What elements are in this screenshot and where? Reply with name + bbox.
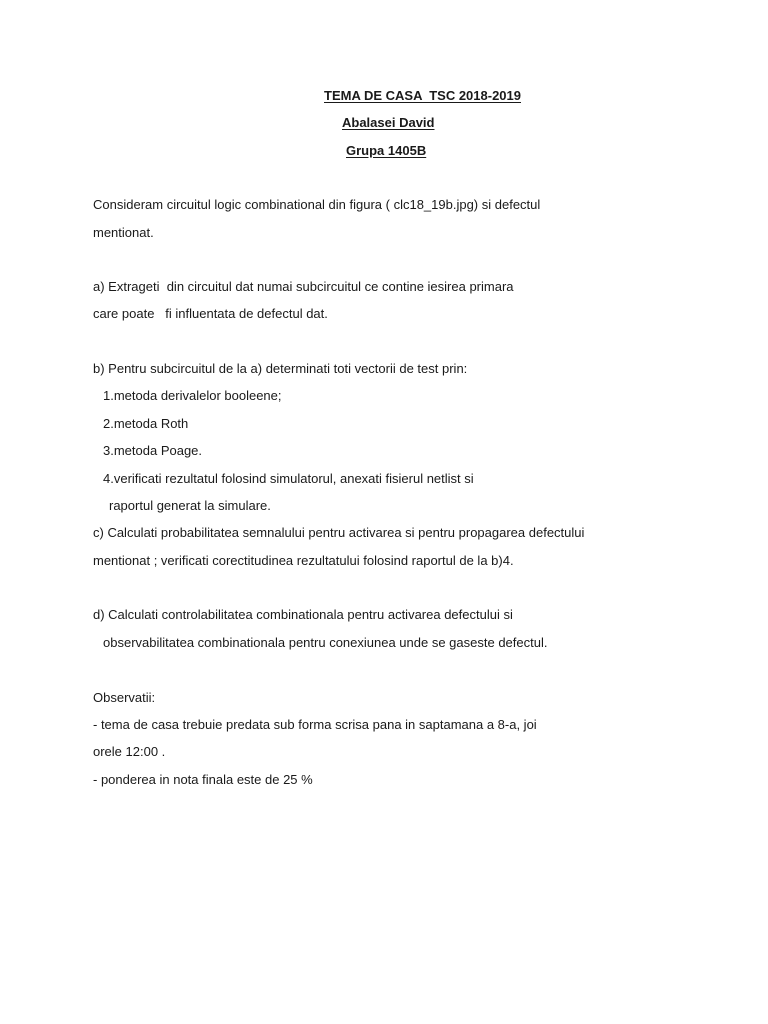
task-a-line: care poate fi influentata de defectul dat. bbox=[93, 306, 328, 321]
task-b-item: 4.verificati rezultatul folosind simulatorul, anexati fisierul netlist si bbox=[103, 471, 474, 486]
observations-heading: Observatii: bbox=[93, 690, 156, 705]
task-c-line: mentionat ; verificati corectitudinea rezultatului folosind raportul de la b)4. bbox=[93, 553, 514, 568]
intro-text-line: Consideram circuitul logic combinational din figura ( clc18_19b.jpg) si defectul bbox=[93, 197, 541, 212]
document-title: TEMA DE CASA TSC 2018-2019 bbox=[324, 88, 521, 103]
task-d-line: d) Calculati controlabilitatea combinationala pentru activarea defectului si bbox=[93, 607, 513, 622]
observation-item: orele 12:00 . bbox=[93, 744, 166, 759]
task-d-line: observabilitatea combinationala pentru conexiunea unde se gaseste defectul. bbox=[103, 635, 548, 650]
task-c-line: c) Calculati probabilitatea semnalului pentru activarea si pentru propagarea defectului bbox=[93, 525, 585, 540]
observation-item: - tema de casa trebuie predata sub forma scrisa pana in saptamana a 8-a, joi bbox=[93, 717, 537, 732]
observation-item: - ponderea in nota finala este de 25 % bbox=[93, 772, 313, 787]
group-label: Grupa 1405B bbox=[346, 143, 427, 158]
task-b-item: raportul generat la simulare. bbox=[109, 498, 271, 513]
task-a-line: a) Extrageti din circuitul dat numai subcircuitul ce contine iesirea primara bbox=[93, 279, 514, 294]
intro-text-line: mentionat. bbox=[93, 225, 154, 240]
author-name: Abalasei David bbox=[342, 115, 435, 130]
task-b-item: 2.metoda Roth bbox=[103, 416, 189, 431]
task-b-item: 3.metoda Poage. bbox=[103, 443, 203, 458]
task-b-intro: b) Pentru subcircuitul de la a) determinati toti vectorii de test prin: bbox=[93, 361, 468, 376]
task-b-item: 1.metoda derivalelor booleene; bbox=[103, 388, 282, 403]
